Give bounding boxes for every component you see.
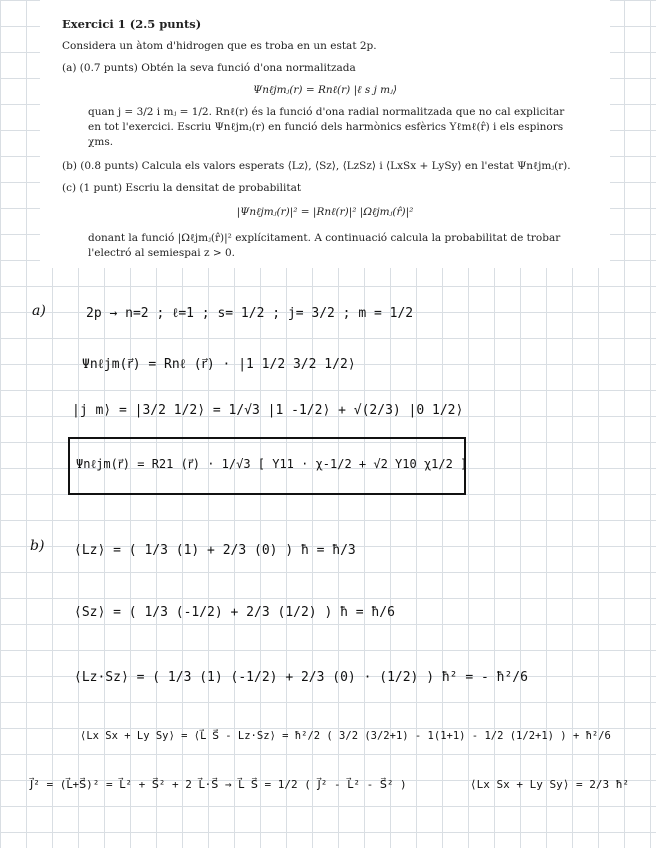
boxed-wavefunction: Ψnℓjm(r⃗) = R21 (r⃗) · 1/√3 [ Y11 · χ-1/2 + √2 Y10 χ1/2 ] xyxy=(76,457,468,471)
part-a-text: (a) (0.7 punts) Obtén la seva funció d'ona normalitzada xyxy=(62,62,356,74)
wavefunction-definition: Ψnℓjm(r⃗) = Rnℓ (r⃗) · |1 1/2 3/2 1/2⟩ xyxy=(82,357,356,372)
part-a-continuation-3: χms. xyxy=(88,136,114,148)
result-lxsx-lysy: ⟨Lx Sx + Ly Sy⟩ = 2/3 ħ² xyxy=(470,778,629,791)
part-a-continuation-2: en tot l'exercici. Escriu Ψnℓjmⱼ(r) en funció dels harmònics esfèrics Yℓmℓ(r̂) i els espinors xyxy=(88,121,564,133)
clebsch-gordan-expansion: |j m⟩ = |3/2 1/2⟩ = 1/√3 |1 -1/2⟩ + √(2/3) |0 1/2⟩ xyxy=(72,403,464,418)
part-c-text: (c) (1 punt) Escriu la densitat de probabilitat xyxy=(62,182,302,194)
expectation-lxsx-lysy: ⟨Lx Sx + Ly Sy⟩ = ⟨L⃗ S⃗ - Lz·Sz⟩ = ħ²/2 ( 3/2 (3/2+1) - 1(1+1) - 1/2 (1/2+1) ) + ħ²/6 xyxy=(80,730,611,742)
expectation-lzsz: ⟨Lz·Sz⟩ = ( 1/3 (1) (-1/2) + 2/3 (0) · (1/2) ) ħ² = - ħ²/6 xyxy=(74,670,528,685)
state-quantum-numbers: 2p → n=2 ; ℓ=1 ; s= 1/2 ; j= 3/2 ; m = 1/2 xyxy=(86,306,414,321)
exercise-intro: Considera un àtom d'hidrogen que es troba en un estat 2p. xyxy=(62,40,377,52)
expectation-sz: ⟨Sz⟩ = ( 1/3 (-1/2) + 2/3 (1/2) ) ħ = ħ/6 xyxy=(74,605,395,620)
expectation-lz: ⟨Lz⟩ = ( 1/3 (1) + 2/3 (0) ) ħ = ħ/3 xyxy=(74,543,356,558)
part-b-label: b) xyxy=(30,538,45,554)
problem-statement xyxy=(40,0,610,268)
ls-identity: J⃗² = (L⃗+S⃗)² = L⃗² + S⃗² + 2 L⃗·S⃗ → L⃗ S⃗ = 1/2 ( J⃗² - L⃗² - S⃗² ) xyxy=(30,778,407,791)
part-c-continuation-2: l'electró al semiespai z > 0. xyxy=(88,247,235,259)
part-a-formula: Ψnℓjmⱼ(r) = Rnℓ(r) |ℓ s j mⱼ⟩ xyxy=(252,84,397,96)
part-c-continuation-1: donant la funció |Ωℓjmⱼ(r̂)|² explícitament. A continuació calcula la probabilitat de trobar xyxy=(88,232,561,244)
exercise-title: Exercici 1 (2.5 punts) xyxy=(62,17,202,31)
part-c-formula: |Ψnℓjmⱼ(r)|² = |Rnℓ(r)|² |Ωℓjmⱼ(r̂)|² xyxy=(236,206,414,218)
part-a-continuation-1: quan j = 3/2 i mⱼ = 1/2. Rnℓ(r) és la funció d'ona radial normalitzada que no cal explicitar xyxy=(88,106,565,118)
part-a-label: a) xyxy=(32,303,46,319)
part-b-text: (b) (0.8 punts) Calcula els valors esperats ⟨Lz⟩, ⟨Sz⟩, ⟨LzSz⟩ i ⟨LxSx + LySy⟩ en l'estat Ψnℓjmⱼ(r). xyxy=(62,160,571,172)
